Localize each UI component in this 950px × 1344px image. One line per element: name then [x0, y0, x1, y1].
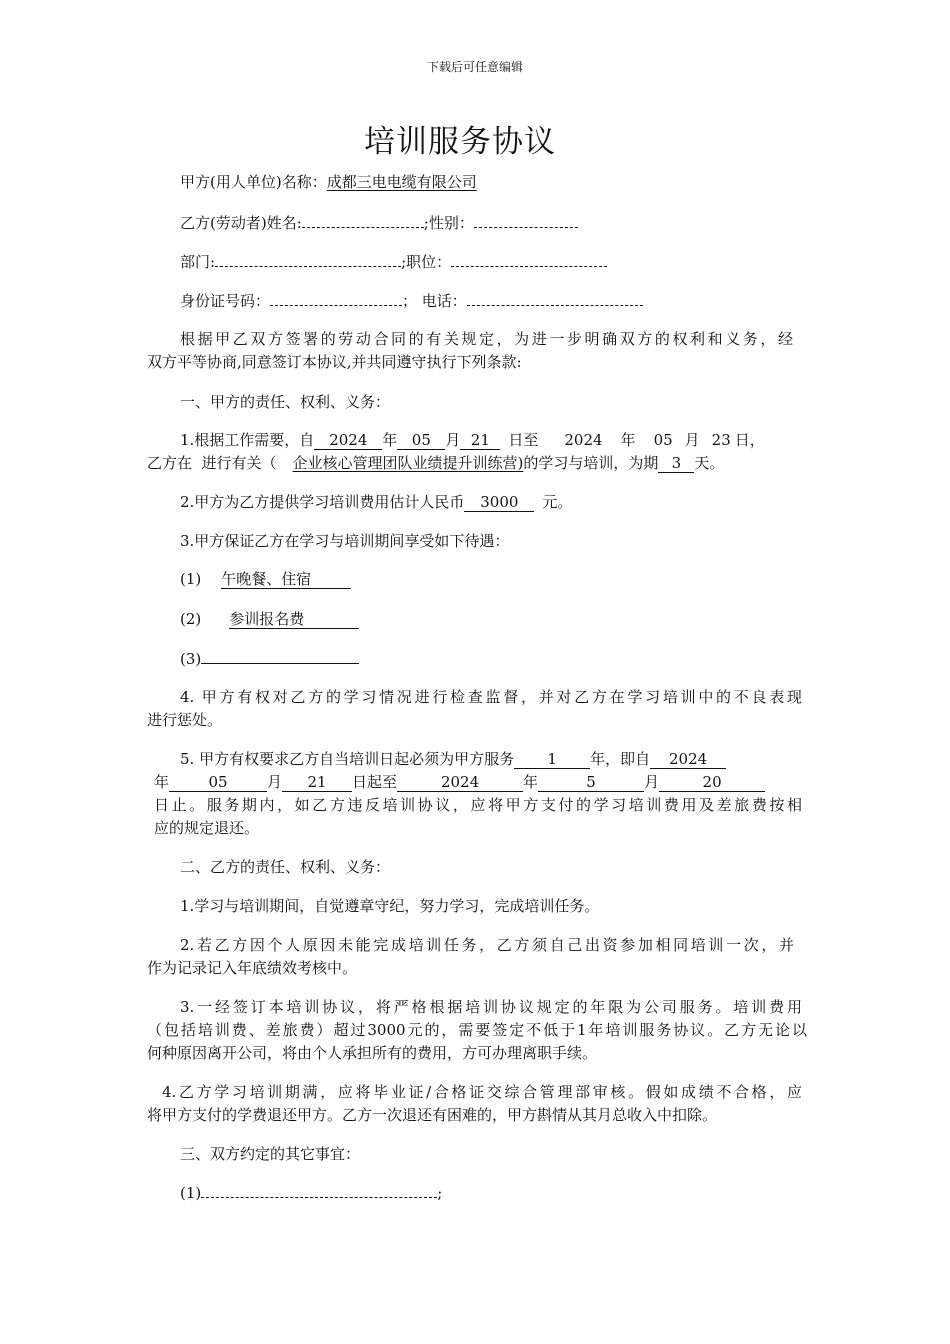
service-end-month[interactable]: 5: [538, 773, 644, 792]
party-b-gender-label: ;性别：: [423, 214, 474, 232]
s1-item4-line1: 4. 甲方有权对乙方的学习情况进行检查监督，并对乙方在学习培训中的不良表现: [180, 688, 802, 706]
party-b-name-field[interactable]: [302, 212, 424, 228]
year-label: 年: [382, 431, 398, 449]
id-line: [180, 290, 643, 311]
day-end-label: 日，: [734, 431, 765, 449]
s1-item5-line2: [154, 772, 765, 792]
year-label: 年: [620, 431, 636, 449]
party-a-line: [180, 172, 477, 192]
party-b-gender-field[interactable]: [474, 212, 578, 228]
treatment-3-num: (3): [180, 650, 202, 668]
s2-item3-line1: 3.一经签订本培训协议，将严格根据培训协议规定的年限为公司服务。培训费用: [180, 998, 802, 1016]
service-start-year[interactable]: 2024: [650, 750, 726, 769]
s1-item5-line4: 应的规定退还。: [154, 819, 260, 837]
position-field[interactable]: [451, 251, 607, 267]
s1-item5-text: 5. 甲方有权要求乙方自当培训日起必须为甲方服务: [180, 750, 515, 768]
s1-item2-text: 2.甲方为乙方提供学习培训费用估计人民币: [180, 493, 465, 511]
s2-item4-line2: 将甲方支付的学费退还甲方。乙方一次退还有困难的，甲方斟情从其月总收入中扣除。: [147, 1106, 718, 1124]
party-a-label: 甲方(用人单位)名称：: [180, 173, 327, 191]
s2-item3-line3: 何种原因离开公司，将由个人承担所有的费用，方可办理离职手续。: [147, 1044, 598, 1062]
s1-item5-line3: 日止。服务期内，如乙方违反培训协议，应将甲方支付的学习培训费用及差旅费按相: [154, 796, 802, 814]
id-label: 身份证号码：: [180, 292, 271, 310]
dept-field[interactable]: [215, 251, 401, 267]
treatment-3-field[interactable]: [201, 648, 359, 664]
s3-item1-end: ;: [437, 1184, 443, 1202]
party-b-name-label: 乙方(劳动者)姓名:: [180, 214, 302, 232]
year-label: 年: [154, 773, 170, 791]
s3-item1: [180, 1182, 442, 1203]
year-label: 年: [523, 773, 539, 791]
service-years[interactable]: 1: [514, 750, 590, 769]
s1-end-year[interactable]: 2024: [564, 431, 603, 449]
section-1-heading: 一、甲方的责任、权利、义务：: [180, 393, 391, 411]
month-label: 月: [684, 431, 700, 449]
s1-end-month[interactable]: 05: [653, 431, 673, 449]
s1-amount[interactable]: 3000: [464, 493, 534, 512]
position-label: ;职位：: [401, 253, 452, 271]
dept-label: 部门:: [180, 253, 216, 271]
service-start-day[interactable]: 21: [282, 773, 352, 792]
service-start-month[interactable]: 05: [169, 773, 267, 792]
service-end-day[interactable]: 20: [659, 773, 765, 792]
header-note: 下载后可任意编辑: [426, 60, 523, 74]
day-to-label: 日至: [508, 431, 539, 449]
s1-start-month[interactable]: 05: [397, 431, 445, 450]
amount-unit: 元。: [542, 493, 573, 511]
s2-item4-line1: 4.乙方学习培训期满，应将毕业证/合格证交综合管理部审核。假如成绩不合格，应: [162, 1083, 802, 1101]
treatment-1: [180, 569, 351, 589]
month-label: 月: [644, 773, 660, 791]
phone-field[interactable]: [467, 290, 643, 306]
service-end-year[interactable]: 2024: [397, 773, 523, 792]
s3-item1-num: (1): [180, 1184, 202, 1202]
s1-item1-line1: [180, 430, 765, 450]
s2-item2-line1: 2.若乙方因个人原因未能完成培训任务，乙方须自己出资参加相同培训一次，并: [180, 936, 794, 954]
dept-line: [180, 251, 607, 272]
s1-item1-text-2: 乙方在 进行有关（: [147, 454, 277, 472]
s1-end-day[interactable]: 23: [711, 431, 731, 449]
month-label: 月: [267, 773, 283, 791]
treatment-2-value[interactable]: 参训报名费: [229, 610, 359, 629]
month-label: 月: [445, 431, 461, 449]
treatment-1-value[interactable]: 午晚餐、住宿: [221, 570, 351, 589]
s2-item3-line2: （包括培训费、差旅费）超过3000元的，需要签定不低于1年培训服务协议。乙方无论以: [147, 1021, 807, 1039]
party-b-line: [180, 212, 578, 233]
treatment-1-num: (1): [180, 570, 202, 588]
phone-label: ； 电话：: [402, 292, 467, 310]
s1-item5-line1: [180, 749, 726, 769]
s1-start-day[interactable]: 21: [460, 431, 500, 450]
s3-item1-field[interactable]: [201, 1182, 437, 1198]
days-unit: 天。: [694, 454, 725, 472]
s1-item4-line2: 进行惩处。: [147, 711, 223, 729]
document-title: 培训服务协议: [364, 124, 556, 160]
treatment-2-num: (2): [180, 610, 202, 628]
section-3-heading: 三、双方约定的其它事宜：: [180, 1145, 361, 1163]
s1-item1-text-3: 的学习与培训，为期: [523, 454, 659, 472]
s1-days[interactable]: 3: [658, 454, 694, 473]
s1-course-name[interactable]: 企业核心管理团队业绩提升训练营): [292, 454, 524, 472]
s1-item5-text-2: 年，即自: [590, 750, 651, 768]
treatment-3: [180, 648, 359, 669]
intro-line-2: 双方平等协商,同意签订本协议,并共同遵守执行下列条款:: [147, 353, 522, 371]
party-a-company[interactable]: 成都三电电缆有限公司: [326, 173, 477, 191]
intro-line-1: 根据甲乙双方签署的劳动合同的有关规定，为进一步明确双方的权利和义务，经: [180, 330, 793, 348]
s2-item2-line2: 作为记录记入年底绩效考核中。: [147, 959, 358, 977]
start-to-label: 日起至: [352, 773, 398, 791]
s1-item3: 3.甲方保证乙方在学习与培训期间享受如下待遇：: [180, 532, 510, 550]
s2-item1: 1.学习与培训期间，自觉遵章守纪，努力学习，完成培训任务。: [180, 897, 600, 915]
id-field[interactable]: [270, 290, 402, 306]
s1-start-year[interactable]: 2024: [314, 431, 382, 450]
s1-item2: [180, 492, 572, 512]
section-2-heading: 二、乙方的责任、权利、义务：: [180, 858, 391, 876]
s1-item1-text: 1.根据工作需要，自: [180, 431, 315, 449]
s1-item1-line2: [147, 453, 724, 473]
treatment-2: [180, 609, 359, 629]
